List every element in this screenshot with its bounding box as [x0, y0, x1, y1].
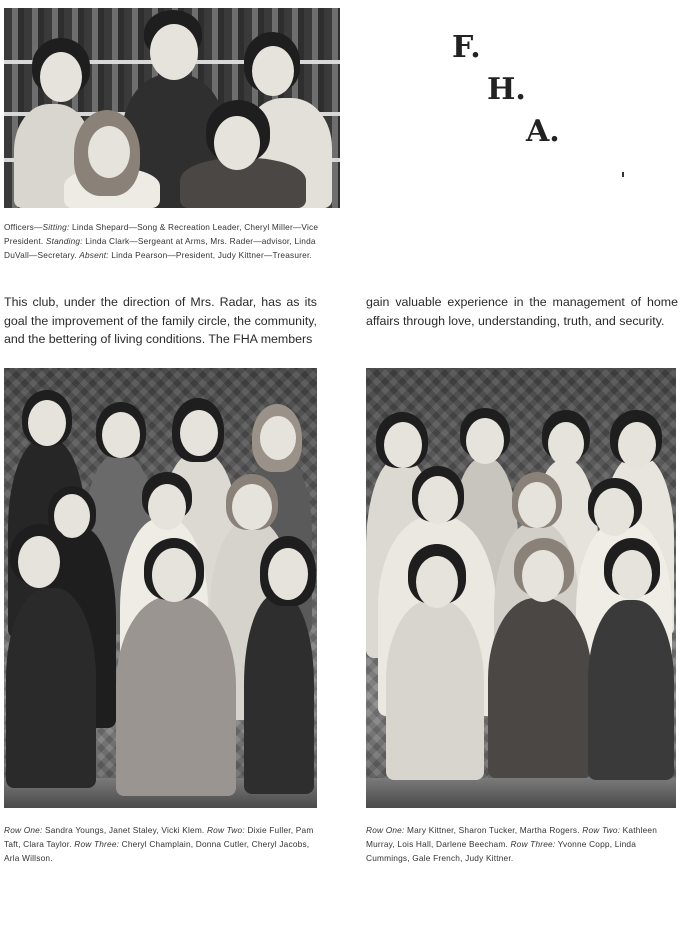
left-row-two-text: Dixie Fuller, Pam Taft, Clara Taylor.	[4, 825, 314, 849]
right-row-one-label: Row One:	[366, 825, 405, 835]
officers-sitting-text: Linda Shepard—Song & Recreation Leader, Cheryl Miller—Vice President.	[4, 222, 319, 246]
officers-absent-label: Absent:	[79, 250, 109, 260]
body-paragraph-right: gain valuable experience in the management of home affairs through love, understanding, truth, and security.	[366, 295, 678, 328]
left-row-one-text: Sandra Youngs, Janet Staley, Vicki Klem.	[42, 825, 207, 835]
right-row-three-label: Row Three:	[510, 839, 556, 849]
officers-photo	[4, 8, 340, 208]
right-row-three-text: Yvonne Copp, Linda Cummings, Gale French, Judy Kittner.	[366, 839, 637, 863]
officers-intro: Officers—	[4, 222, 43, 232]
officers-standing-label: Standing:	[45, 236, 83, 246]
body-paragraph-left: This club, under the direction of Mrs. Radar, has as its goal the improvement of the family circle, the community, and the bettering of living conditions. The FHA members	[4, 295, 317, 346]
title-letter-h: H.	[487, 72, 526, 107]
right-row-two-text: Kathleen Murray, Lois Hall, Darlene Beecham.	[366, 825, 658, 849]
left-row-two-label: Row Two:	[206, 825, 245, 835]
left-row-one-label: Row One:	[4, 825, 43, 835]
left-group-photo	[4, 368, 317, 808]
left-row-three-label: Row Three:	[74, 839, 120, 849]
right-group-caption	[366, 823, 678, 865]
decorative-mark	[622, 172, 624, 177]
left-group-caption	[4, 823, 317, 865]
right-row-two-label: Row Two:	[582, 825, 621, 835]
officers-absent-text: Linda Pearson—President, Judy Kittner—Treasurer.	[108, 250, 312, 260]
officers-standing-text: Linda Clark—Sergeant at Arms, Mrs. Rader—advisor, Linda DuVall—Secretary.	[4, 236, 316, 260]
title-letter-a: A.	[526, 114, 560, 149]
right-group-photo	[366, 368, 676, 808]
officers-caption	[4, 220, 340, 262]
left-row-three-text: Cheryl Champlain, Donna Cutler, Cheryl Jacobs, Arla Willson.	[4, 839, 310, 863]
title-letter-f: F.	[452, 30, 481, 65]
right-row-one-text: Mary Kittner, Sharon Tucker, Martha Rogers.	[404, 825, 583, 835]
officers-sitting-label: Sitting:	[42, 222, 70, 232]
